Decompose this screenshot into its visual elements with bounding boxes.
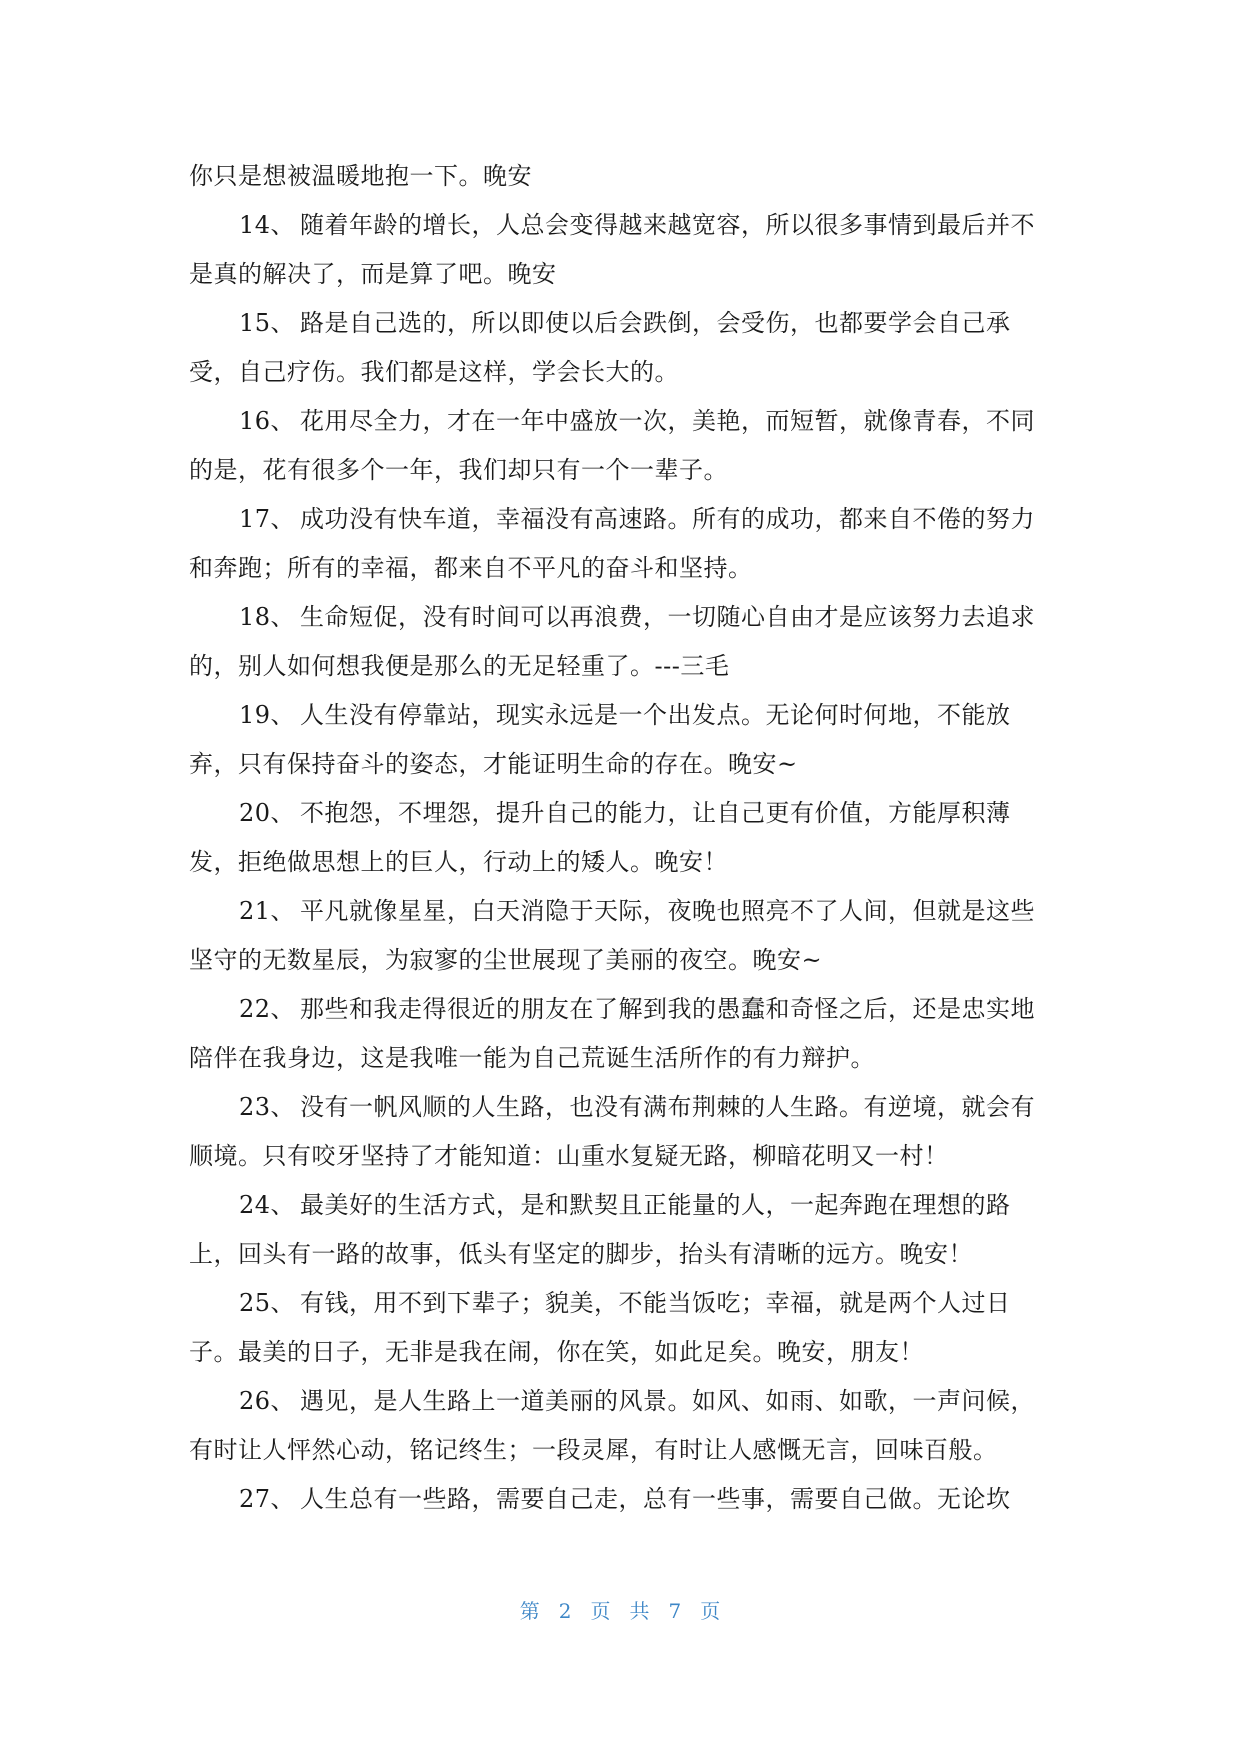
list-item-first-line [189, 1475, 1059, 1524]
line-text: 弃，只有保持奋斗的姿态，才能证明生命的存在。晚安~ [189, 750, 798, 778]
line-text: 生命短促，没有时间可以再浪费，一切随心自由才是应该努力去追求 [300, 603, 1035, 631]
line-text: 有钱，用不到下辈子；貌美，不能当饭吃；幸福，就是两个人过日 [300, 1289, 1011, 1317]
list-item-continuation-line [189, 1132, 1059, 1181]
list-item-continuation-line [189, 1328, 1059, 1377]
line-text: 最美好的生活方式，是和默契且正能量的人，一起奔跑在理想的路 [300, 1191, 1011, 1219]
list-item-first-line [189, 887, 1059, 936]
line-text: 不抱怨，不埋怨，提升自己的能力，让自己更有价值，方能厚积薄 [300, 799, 1011, 827]
footer-ye-2: 页 [700, 1599, 722, 1623]
list-item-number: 18、 [239, 603, 296, 631]
list-item-number: 21、 [239, 897, 296, 925]
line-text: 和奔跑；所有的幸福，都来自不平凡的奋斗和坚持。 [189, 554, 753, 582]
footer-total-pages: 7 [668, 1599, 683, 1623]
list-item-number: 20、 [239, 799, 296, 827]
line-text: 你只是想被温暖地抱一下。晚安 [189, 162, 532, 190]
list-item-number: 27、 [239, 1485, 296, 1513]
list-item-number: 22、 [239, 995, 296, 1023]
list-item-first-line [189, 593, 1059, 642]
list-item-number: 25、 [239, 1289, 296, 1317]
list-item-continuation-line [189, 544, 1059, 593]
list-item-first-line [189, 789, 1059, 838]
line-text: 发，拒绝做思想上的巨人，行动上的矮人。晚安！ [189, 848, 728, 876]
list-item-continuation-line [189, 348, 1059, 397]
line-text: 那些和我走得很近的朋友在了解到我的愚蠢和奇怪之后，还是忠实地 [300, 995, 1035, 1023]
list-item-continuation-line [189, 740, 1059, 789]
line-text: 成功没有快车道，幸福没有高速路。所有的成功，都来自不倦的努力 [300, 505, 1035, 533]
list-item-continuation-line [189, 642, 1059, 691]
list-item-continuation-line [189, 446, 1059, 495]
list-item-first-line [189, 1377, 1059, 1426]
line-text: 上，回头有一路的故事，低头有坚定的脚步，抬头有清晰的远方。晚安！ [189, 1240, 973, 1268]
list-item-first-line [189, 299, 1059, 348]
document-body [189, 152, 1059, 1524]
list-item-first-line [189, 1181, 1059, 1230]
list-item-number: 17、 [239, 505, 296, 533]
list-item-number: 26、 [239, 1387, 296, 1415]
footer-gong: 共 [629, 1599, 651, 1623]
line-text: 陪伴在我身边，这是我唯一能为自己荒诞生活所作的有力辩护。 [189, 1044, 875, 1072]
footer-di: 第 [519, 1599, 541, 1623]
line-text: 受，自己疗伤。我们都是这样，学会长大的。 [189, 358, 679, 386]
list-item-first-line [189, 397, 1059, 446]
list-item-number: 24、 [239, 1191, 296, 1219]
footer-ye: 页 [590, 1599, 612, 1623]
list-item-number: 23、 [239, 1093, 296, 1121]
footer-page-number: 2 [558, 1599, 573, 1623]
list-item-continuation-line [189, 250, 1059, 299]
line-text: 人生没有停靠站，现实永远是一个出发点。无论何时何地，不能放 [300, 701, 1011, 729]
list-item-first-line [189, 985, 1059, 1034]
list-item-continuation-line [189, 152, 1059, 201]
line-text: 遇见，是人生路上一道美丽的风景。如风、如雨、如歌，一声问候， [300, 1387, 1035, 1415]
page-footer [0, 1595, 1241, 1624]
list-item-continuation-line [189, 838, 1059, 887]
list-item-continuation-line [189, 1426, 1059, 1475]
line-text: 没有一帆风顺的人生路，也没有满布荆棘的人生路。有逆境，就会有 [300, 1093, 1035, 1121]
list-item-continuation-line [189, 1230, 1059, 1279]
list-item-first-line [189, 1083, 1059, 1132]
line-text: 平凡就像星星，白天消隐于天际，夜晚也照亮不了人间，但就是这些 [300, 897, 1035, 925]
line-text: 花用尽全力，才在一年中盛放一次，美艳，而短暂，就像青春，不同 [300, 407, 1035, 435]
list-item-number: 16、 [239, 407, 296, 435]
line-text: 的，别人如何想我便是那么的无足轻重了。---三毛 [189, 652, 730, 680]
list-item-number: 15、 [239, 309, 296, 337]
list-item-first-line [189, 201, 1059, 250]
list-item-first-line [189, 1279, 1059, 1328]
line-text: 的是，花有很多个一年，我们却只有一个一辈子。 [189, 456, 728, 484]
list-item-continuation-line [189, 1034, 1059, 1083]
list-item-continuation-line [189, 936, 1059, 985]
list-item-first-line [189, 691, 1059, 740]
line-text: 随着年龄的增长，人总会变得越来越宽容，所以很多事情到最后并不 [300, 211, 1035, 239]
line-text: 是真的解决了，而是算了吧。晚安 [189, 260, 557, 288]
list-item-number: 19、 [239, 701, 296, 729]
line-text: 人生总有一些路，需要自己走，总有一些事，需要自己做。无论坎 [300, 1485, 1011, 1513]
line-text: 坚守的无数星辰，为寂寥的尘世展现了美丽的夜空。晚安~ [189, 946, 823, 974]
line-text: 子。最美的日子，无非是我在闹，你在笑，如此足矣。晚安，朋友！ [189, 1338, 924, 1366]
line-text: 路是自己选的，所以即使以后会跌倒，会受伤，也都要学会自己承 [300, 309, 1011, 337]
list-item-first-line [189, 495, 1059, 544]
line-text: 顺境。只有咬牙坚持了才能知道：山重水复疑无路，柳暗花明又一村！ [189, 1142, 949, 1170]
line-text: 有时让人怦然心动，铭记终生；一段灵犀，有时让人感慨无言，回味百般。 [189, 1436, 998, 1464]
list-item-number: 14、 [239, 211, 296, 239]
